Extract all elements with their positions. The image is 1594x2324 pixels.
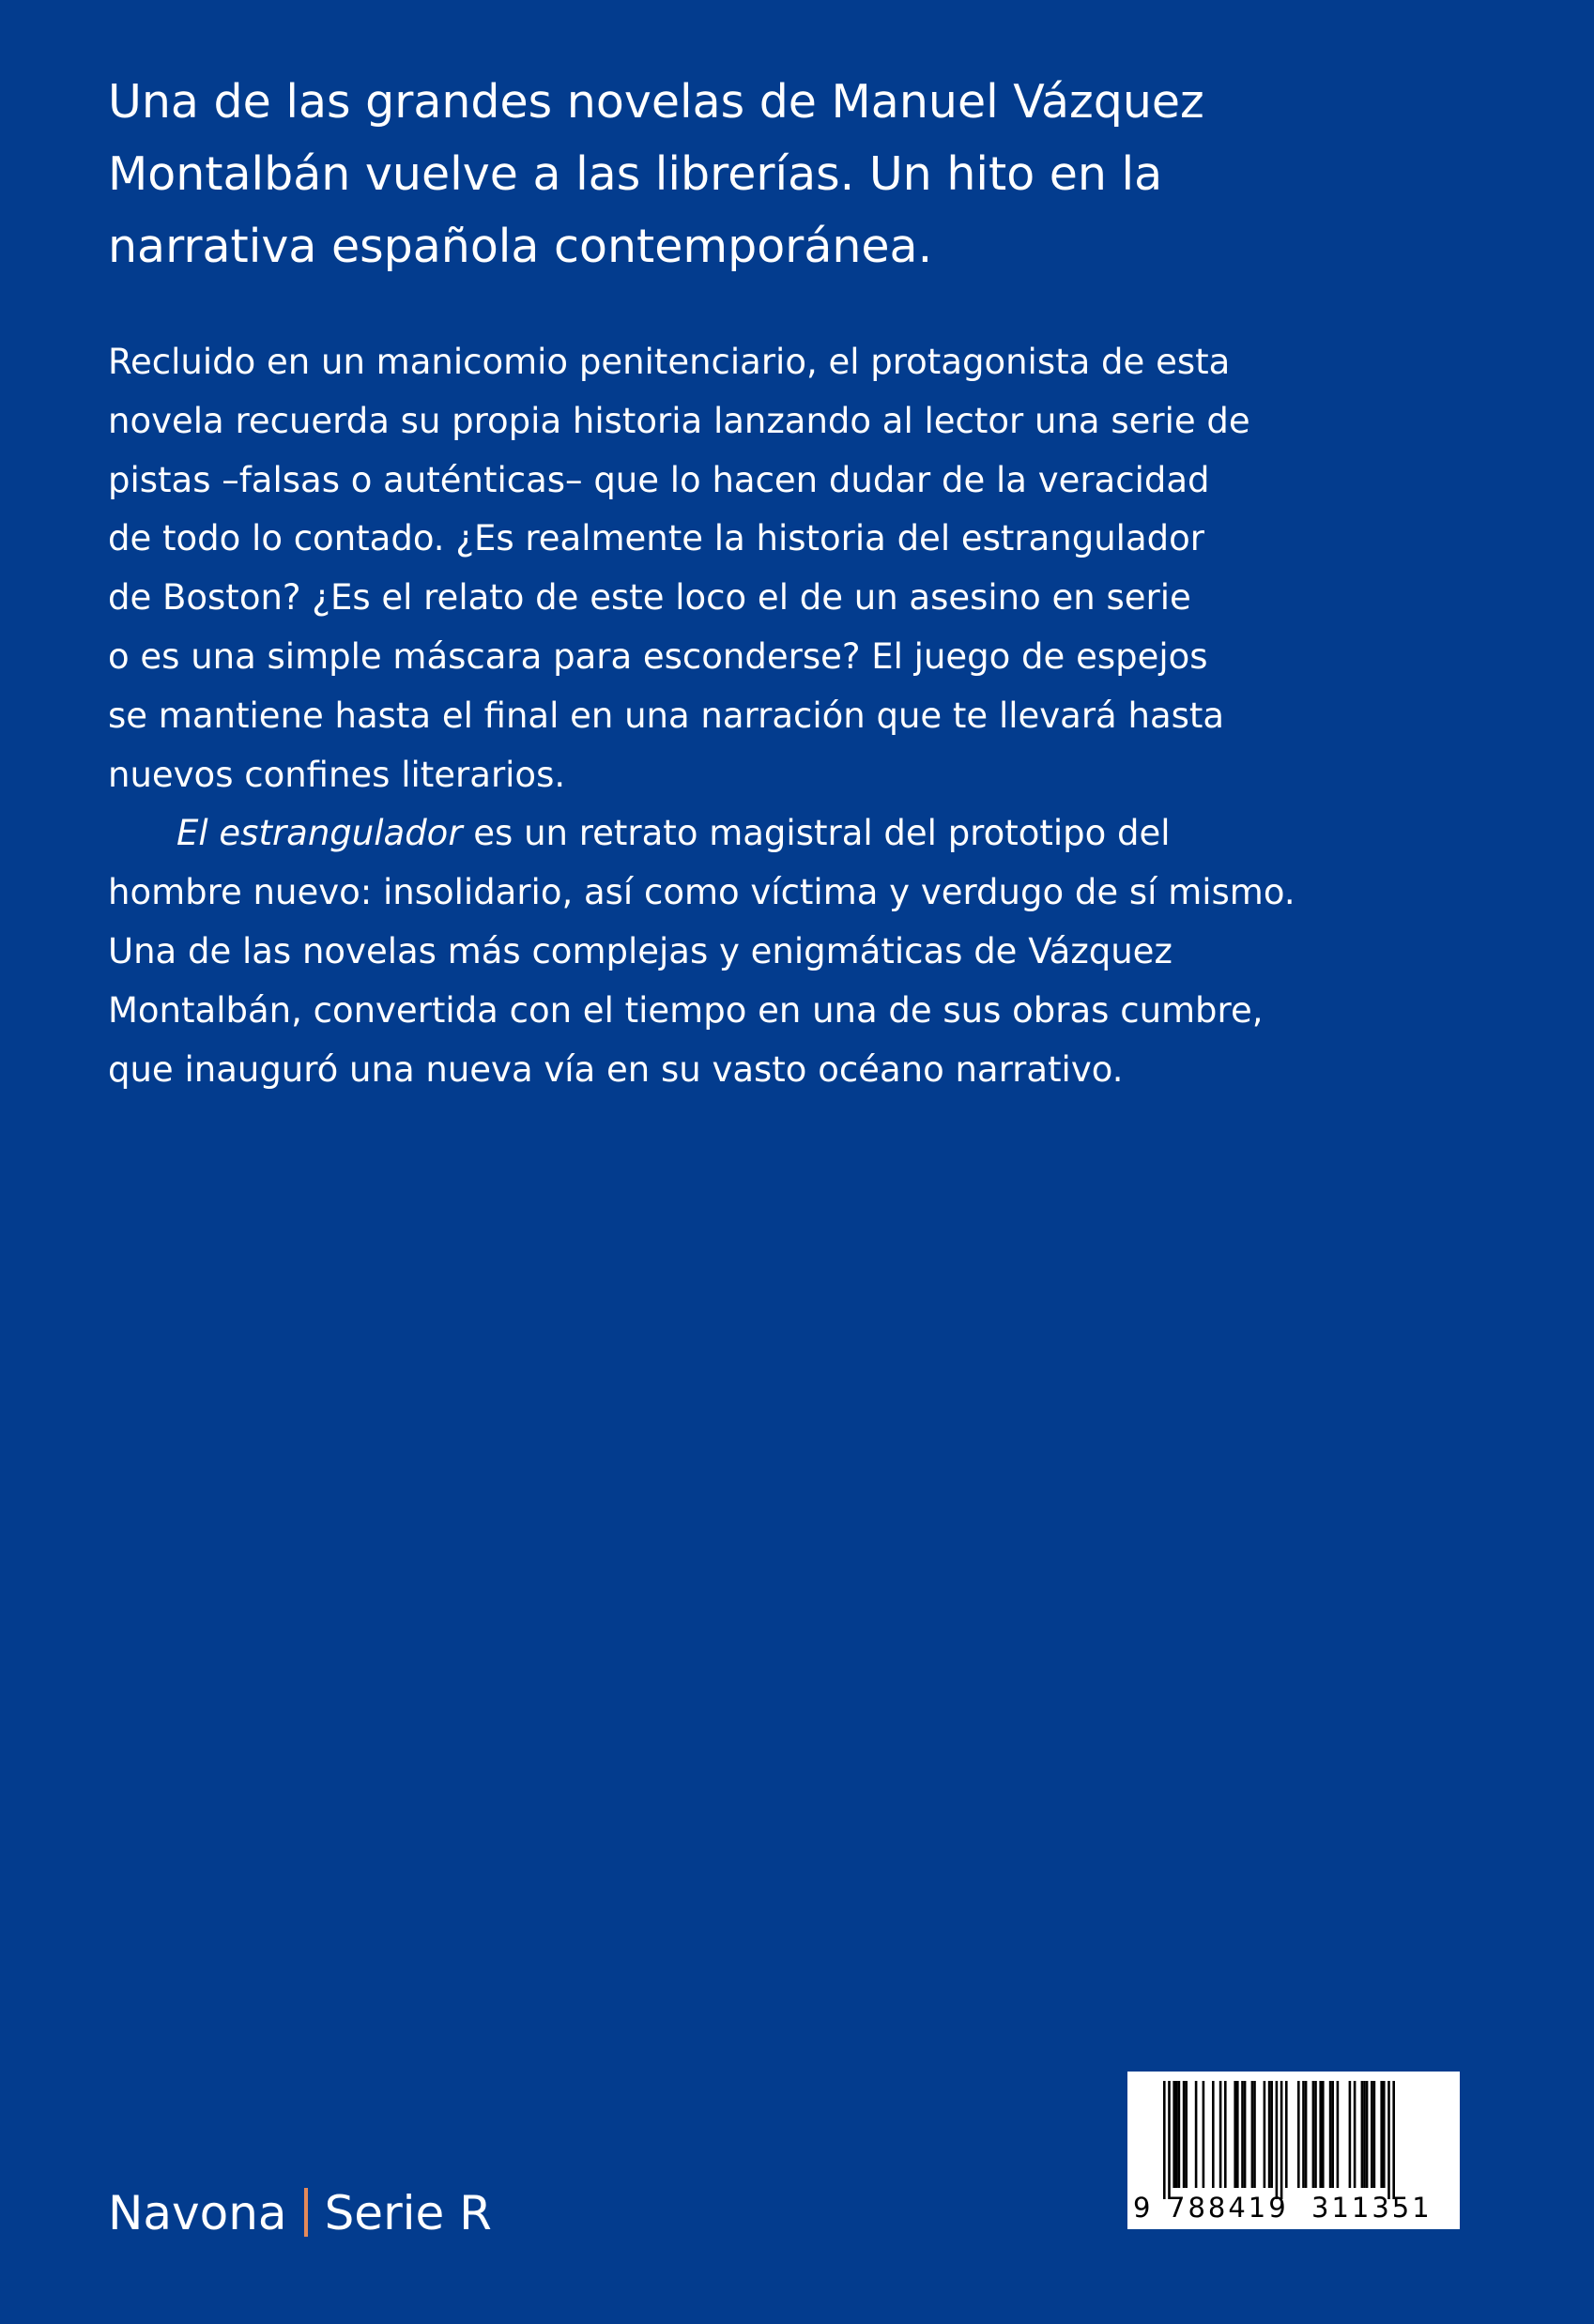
tagline-line: Una de las grandes novelas de Manuel Vázquez [108,75,1204,129]
barcode-bar [1387,2081,1390,2199]
barcode-bar [1297,2081,1300,2188]
barcode-bar [1276,2081,1279,2199]
synopsis-line: o es una simple máscara para esconderse? El juego de espejos [108,635,1208,677]
barcode-bar [1361,2081,1364,2188]
barcode-bar [1219,2081,1222,2188]
barcode-bar [1212,2081,1215,2188]
synopsis-line: de Boston? ¿Es el relato de este loco el de un asesino en serie [108,577,1191,619]
synopsis-line: que inauguró una nueva vía en su vasto océano narrativo. [108,1048,1124,1090]
barcode-bar [1183,2081,1186,2188]
barcode-bar [1322,2081,1325,2188]
barcode-bar [1168,2081,1171,2199]
barcode-bar [1244,2081,1247,2188]
barcode-group-right: 311351 [1311,2192,1433,2224]
barcode-bar [1371,2081,1373,2188]
barcode-bar [1163,2081,1166,2199]
synopsis-line: Montalbán, convertida con el tiempo en una de sus obras cumbre, [108,989,1264,1031]
barcode-bar [1349,2081,1352,2188]
barcode-bar [1178,2081,1181,2188]
synopsis [108,333,1422,1099]
synopsis-line: pistas –falsas o auténticas– que lo hacen dudar de la veracidad [108,459,1210,500]
barcode-bar [1373,2081,1376,2188]
barcode-bar [1380,2081,1383,2188]
barcode-bar [1270,2081,1273,2188]
barcode-bar [1314,2081,1317,2188]
series-name: Serie R [324,2186,492,2240]
synopsis-line: hombre nuevo: insolidario, así como víctima y verdugo de sí mismo. [108,872,1295,913]
barcode-bar [1363,2081,1366,2188]
synopsis-line: se mantiene hasta el final en una narración que te llevará hasta [108,695,1225,736]
synopsis-line: nuevos confines literarios. [108,754,566,795]
synopsis-line: novela recuerda su propia historia lanzando al lector una serie de [108,400,1250,441]
synopsis-line: Recluido en un manicomio penitenciario, el protagonista de esta [108,342,1231,382]
barcode-bar [1173,2081,1175,2188]
barcode-bar [1366,2081,1369,2188]
synopsis-fragment: es un retrato magistral del prototipo del [462,813,1171,854]
barcode-bar [1331,2081,1334,2188]
barcode-bar [1392,2081,1395,2199]
barcode-bar [1319,2081,1322,2188]
book-title: El estrangulador [176,813,463,854]
barcode-bar [1236,2081,1239,2188]
publisher-name: Navona [108,2186,287,2240]
publisher-brand [108,2185,492,2241]
barcode-bar [1329,2081,1332,2188]
tagline [108,66,1356,283]
barcode-bar [1285,2081,1288,2188]
barcode-bar [1264,2081,1266,2188]
barcode-bar [1195,2081,1198,2188]
barcode-bar [1251,2081,1254,2188]
synopsis-line: de todo lo contado. ¿Es realmente la historia del estrangulador [108,518,1204,559]
barcode-bar [1241,2081,1244,2188]
tagline-line: Montalbán vuelve a las librerías. Un hito en la [108,147,1163,201]
barcode-bar [1302,2081,1305,2188]
barcode [1127,2072,1460,2229]
barcode-bar [1185,2081,1188,2188]
barcode-bar [1337,2081,1340,2188]
barcode-bar [1224,2081,1227,2188]
barcode-bar [1234,2081,1236,2188]
barcode-bar [1175,2081,1178,2188]
barcode-bar [1305,2081,1308,2188]
barcode-bar [1312,2081,1315,2188]
barcode-bar [1203,2081,1205,2188]
barcode-bar [1268,2081,1271,2188]
barcode-group-left: 788419 [1168,2192,1289,2224]
barcode-bar [1354,2081,1356,2188]
brand-separator [304,2188,308,2237]
tagline-line: narrativa española contemporánea. [108,220,933,273]
barcode-bar [1253,2081,1256,2188]
synopsis-line: Una de las novelas más complejas y enigmáticas de Vázquez [108,930,1173,971]
barcode-lead-digit: 9 [1133,2192,1151,2224]
barcode-bar [1280,2081,1283,2199]
synopsis-line [108,804,1422,864]
barcode-bar [1383,2081,1386,2188]
